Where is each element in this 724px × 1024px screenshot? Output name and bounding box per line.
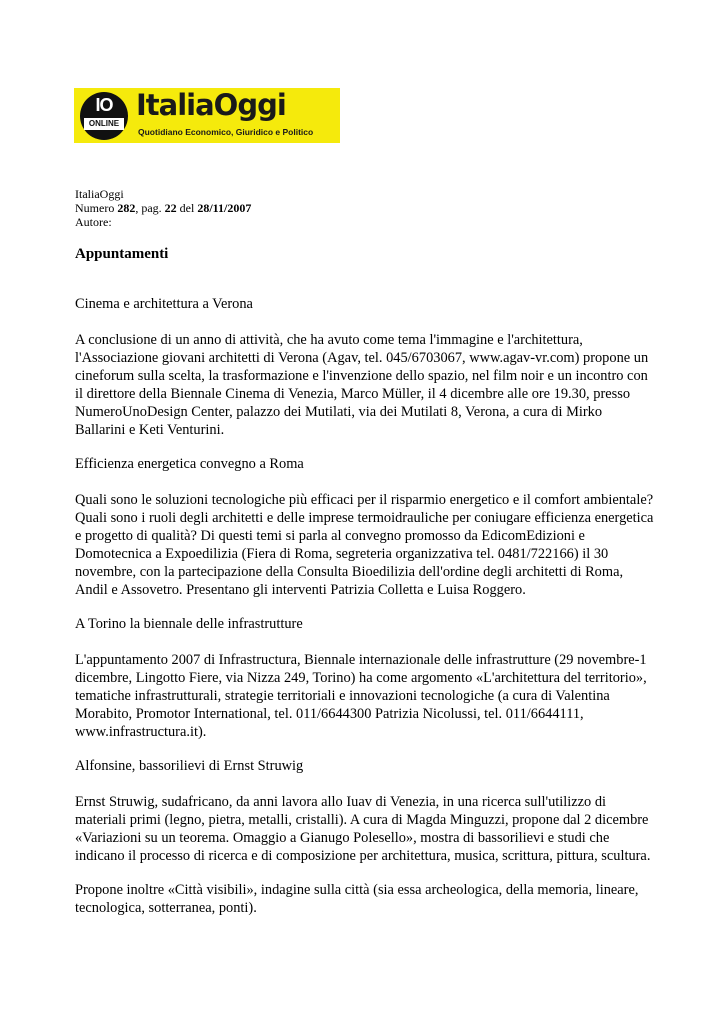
logo-io-text: IO [95,95,113,115]
section-paragraph: Ernst Struwig, sudafricano, da anni lavora allo Iuav di Venezia, in una ricerca sull'utilizzo di materiali primi (legno, pietra, metalli, cristalli). A cura di Magda Minguzzi, propone dal 2 dicembre «Variazioni su un teorema. Omaggio a Gianugo Polesello», mostra di bassorilievi e studi che indicano il processo di ricerca e di composizione per architettura, musica, scrittura, pittura, scultura. [75,794,651,864]
section-title: Efficienza energetica convegno a Roma [75,456,304,472]
meta-author: Autore: [75,215,112,229]
section-paragraph: A conclusione di un anno di attività, che ha avuto come tema l'immagine e l'architettura, l'Associazione giovani architetti di Verona (Agav, tel. 045/6703067, www.agav-vr.com) propone un cineforum sulla scelta, la trasformazione e l'invenzione dello spazio, nel film noir e un incontro con il direttore della Biennale Cinema di Venezia, Marco Müller, il 4 dicembre alle ore 19.30, presso NumeroUnoDesign Center, palazzo dei Mutilati, via dei Mutilati 8, Verona, a cura di Mirko Ballarini e Keti Venturini. [75,332,649,438]
section-title: A Torino la biennale delle infrastrutture [75,616,303,632]
io-online-badge [80,92,128,140]
section-title: Cinema e architettura a Verona [75,296,253,312]
meta-del-label: del [179,201,195,215]
meta-date: 28/11/2007 [197,201,252,215]
meta-pag: 22 [164,201,177,215]
logo-online-text: ONLINE [84,118,124,130]
article-body [75,295,655,933]
meta-issue-line [75,201,251,215]
italiaoggi-logo [74,88,340,143]
logo-title: ItaliaOggi [136,88,286,122]
section-paragraph: Propone inoltre «Città visibili», indagine sulla città (sia essa archeologica, della memoria, lineare, tecnologica, sotterranea, ponti). [75,882,639,916]
meta-numero: 282 [117,201,136,215]
section-title: Alfonsine, bassorilievi di Ernst Struwig [75,758,304,774]
meta-pag-label: , pag. [135,201,162,215]
meta-numero-label: Numero [75,201,115,215]
section-paragraph: Quali sono le soluzioni tecnologiche più efficaci per il risparmio energetico e il comfort ambientale? Quali sono i ruoli degli architetti e delle imprese termoidrauliche per coniugare efficienza energetica e progetto di qualità? Di questi temi si parla al convegno promosso da EdicomEdizioni e Domotecnica a Expoedilizia (Fiera di Roma, segreteria organizzativa tel. 0481/722166) il 30 novembre, con la partecipazione della Consulta Bioedilizia dell'ordine degli architetti di Roma, Andil e Assovetro. Presentano gli interventi Patrizia Colletta e Luisa Roggero. [75,492,654,598]
article-meta [75,187,251,229]
section-paragraph: L'appuntamento 2007 di Infrastructura, Biennale internazionale delle infrastrutture (29 novembre-1 dicembre, Lingotto Fiere, via Nizza 249, Torino) ha come argomento «L'architettura del territorio», tematiche infrastrutturali, strategie territoriali e innovazioni tecnologiche (a cura di Valentina Morabito, Promotor International, tel. 011/6644300 Patrizia Nicolussi, tel. 011/6644111, www.infrastructura.it). [75,652,647,740]
logo-tagline: Quotidiano Economico, Giuridico e Politico [138,127,314,137]
page-title: Appuntamenti [75,246,169,262]
meta-source: ItaliaOggi [75,187,124,201]
